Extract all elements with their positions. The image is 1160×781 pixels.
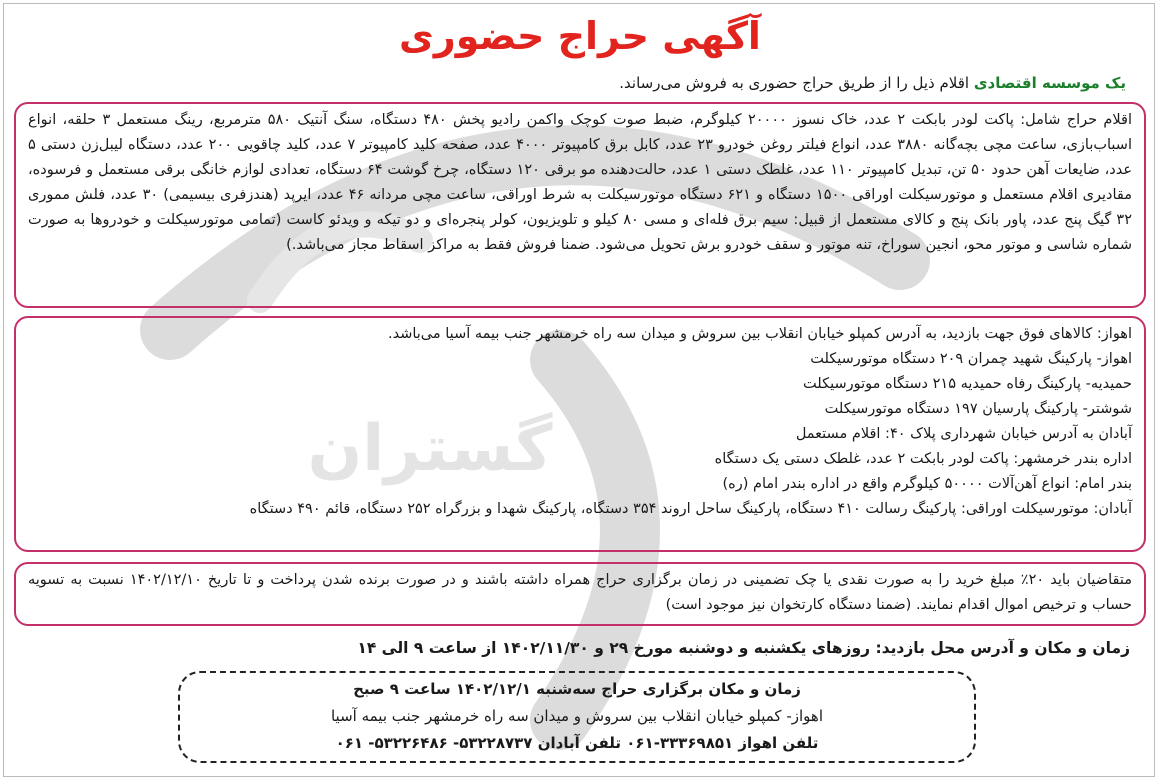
location-line: اداره بندر خرمشهر: پاکت لودر بابکت ۲ عدد، غلطک دستی یک دستگاه — [714, 451, 1132, 467]
conditions-text: متقاضیان باید ۲۰٪ مبلغ خرید را به صورت نقدی یا چک تضمینی در زمان برگزاری حراج همراه داشته باشند و در صورت برنده شدن پرداخت و تا تاریخ ۱۴۰۲/۱۲/۱۰ نسبت به تسویه حساب و ترخیص اموال اقدام نمایند. (ضمنا دستگاه کارتخوان نیز موجود است) — [28, 572, 1133, 613]
visit-time: زمان و مکان و آدرس محل بازدید: روزهای یکشنبه و دوشنبه مورخ ۲۹ و ۱۴۰۲/۱۱/۳۰ از ساعت ۹ الی ۱۴ — [357, 639, 1130, 657]
location-line: اهواز: کالاهای فوق جهت بازدید، به آدرس کمپلو خیابان انقلاب بین سروش و میدان سه راه خرمشهر جنب بیمه آسیا می‌باشد. — [387, 326, 1132, 342]
auction-time: زمان و مکان برگزاری حراج سه‌شنبه ۱۴۰۲/۱۲/۱ ساعت ۹ صبح — [353, 680, 801, 698]
auction-address: اهواز- کمپلو خیابان انقلاب بین سروش و میدان سه راه خرمشهر جنب بیمه آسیا — [330, 707, 823, 725]
location-line: شوشتر- پارکینگ پارسیان ۱۹۷ دستگاه موتورسیکلت — [824, 401, 1132, 417]
auction-items-box — [14, 102, 1146, 308]
location-line: آبادان به آدرس خیابان شهرداری پلاک ۴۰: اقلام مستعمل — [795, 426, 1132, 442]
page-title: آگهی حراج حضوری — [399, 14, 761, 58]
conditions-box — [14, 562, 1146, 626]
auction-info-box — [178, 671, 976, 763]
intro-text: اقلام ذیل را از طریق حراج حضوری به فروش می‌رساند. — [619, 74, 974, 92]
location-line: حمیدیه- پارکینگ رفاه حمیدیه ۲۱۵ دستگاه موتورسیکلت — [803, 376, 1132, 392]
location-line: بندر امام: انواع آهن‌آلات ۵۰۰۰۰ کیلوگرم واقع در اداره بندر امام (ره) — [722, 476, 1132, 492]
auction-phones: تلفن اهواز ۳۳۳۶۹۸۵۱-۰۶۱ تلفن آبادان ۵۳۲۲۸۷۳۷- ۵۳۲۲۶۴۸۶- ۰۶۱ — [335, 734, 819, 752]
locations-box — [14, 316, 1146, 552]
intro-line — [26, 70, 1126, 96]
location-line: آبادان: موتورسیکلت اوراقی: پارکینگ رسالت ۴۱۰ دستگاه، پارکینگ ساحل اروند ۳۵۴ دستگاه، پارکینگ شهدا و بزرگراه ۲۵۲ دستگاه، قائم ۴۹۰ دستگاه — [249, 501, 1132, 517]
auction-items-text: اقلام حراج شامل: پاکت لودر بابکت ۲ عدد، خاک نسوز ۲۰۰۰۰ کیلوگرم، ضبط صوت کوچک واکمن رادیو پخش ۴۸۰ دستگاه، سنگ آنتیک ۵۸۰ مترمربع، رینگ مستعمل ۳ حلقه، انواع اسباب‌بازی، ساعت مچی بچه‌گانه ۳۸۸۰ عدد، انواع فیلتر روغن خودرو ۲۳ عدد، کابل برق کامپیوتر ۴۰۰۰ عدد، صفحه کلید کامپیوتر ۷ عدد، کلید چاقویی ۲۰۰ عدد، دستگاه لیبل‌زن دستی ۵ عدد، ضایعات آهن حدود ۵۰ تن، تبدیل کامپیوتر ۱۱۰ عدد، غلطک دستی ۱ عدد، حالت‌دهنده مو برقی ۱۲۰ دستگاه، چرخ گوشت ۶۴ دستگاه، تعدادی لوازم خانگی برقی مستعمل و فرسوده، مقادیری اقلام مستعمل و موتورسیکلت اوراقی ۱۵۰۰ دستگاه و ۶۲۱ دستگاه موتورسیکلت به شرط اوراقی، ساعت مچی مردانه ۴۶ عدد، ایرپد (هندزفری بیسیمی) ۳۰ عدد، فلش مموری ۳۲ گیگ پنج عدد، پاور بانک پنج و کالای مستعمل از قبیل: سیم برق فله‌ای و مسی ۸۰ کیلو و تلویزیون، کولر پنجره‌ای و دو تیکه و ویدئو کاست (تمامی موتورسیکلت و خودروها به صورت شماره شاسی و موتور محو، انجین سوراخ، تنه موتور و سقف خودرو برش تحویل می‌شود. ضمنا فروش فقط به مراکز اسقاط مجاز می‌باشد.) — [28, 112, 1133, 253]
organization-name: یک موسسه اقتصادی — [973, 74, 1126, 92]
location-line: اهواز- پارکینگ شهید چمران ۲۰۹ دستگاه موتورسیکلت — [810, 351, 1132, 367]
watermark-text: گستران — [307, 412, 553, 486]
